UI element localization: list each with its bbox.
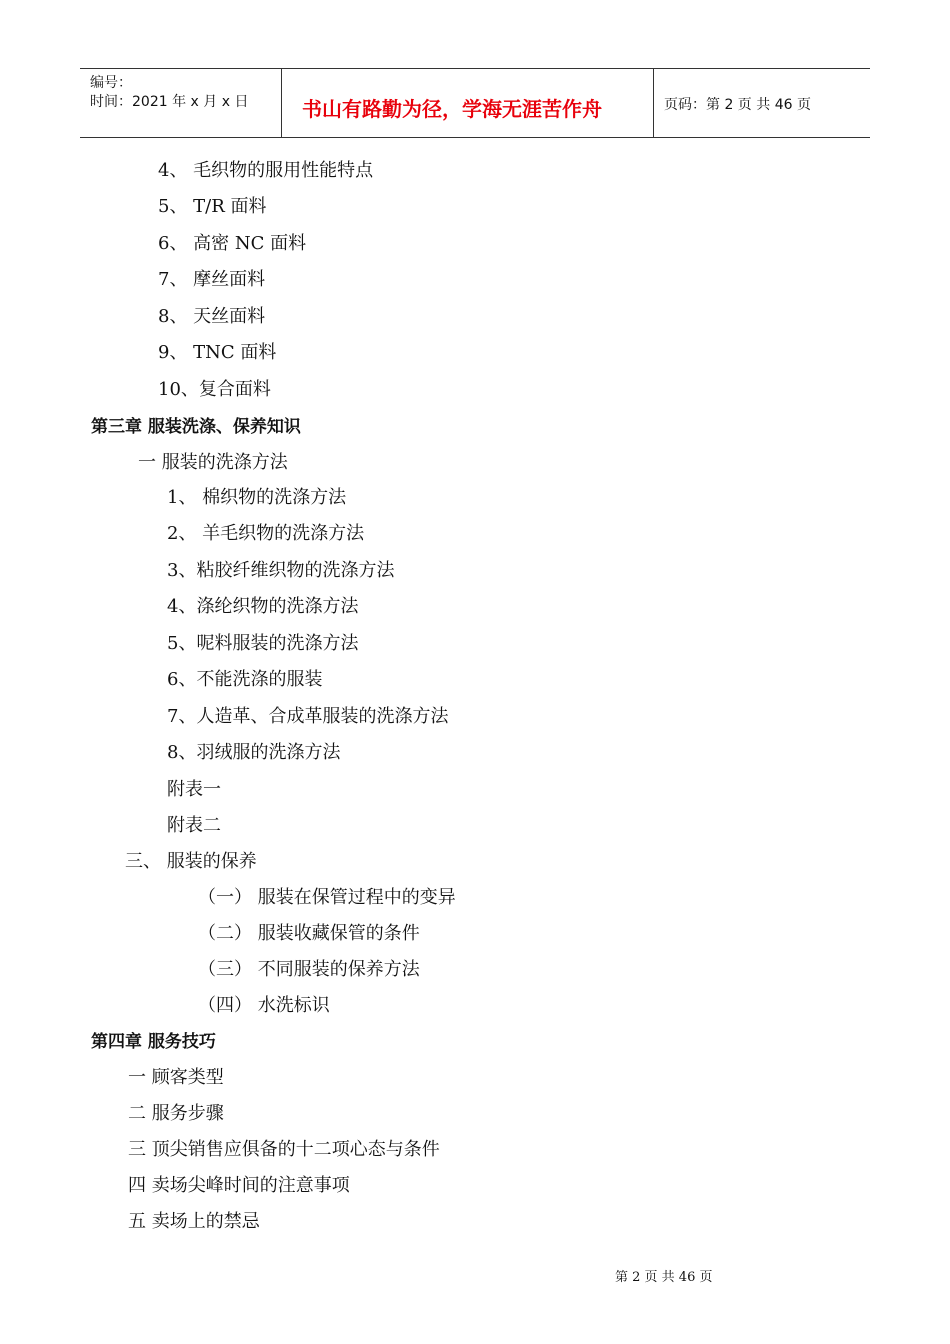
toc-line: 附表二: [167, 815, 221, 836]
toc-line: 五 卖场上的禁忌: [128, 1211, 260, 1232]
section-heading: 一 服装的洗涤方法: [138, 452, 288, 473]
header-page-cell: [654, 69, 870, 137]
toc-line: 三 顶尖销售应俱备的十二项心态与条件: [128, 1139, 440, 1160]
toc-line: 8、 天丝面料: [158, 306, 266, 327]
toc-line: 4、 毛织物的服用性能特点: [158, 160, 374, 181]
toc-line: 二 服务步骤: [128, 1103, 224, 1124]
toc-line: 6、不能洗涤的服装: [167, 669, 323, 690]
chapter-heading: 第四章 服务技巧: [91, 1032, 216, 1052]
toc-line: 9、 TNC 面料: [158, 342, 277, 363]
toc-line: （二） 服装收藏保管的条件: [198, 923, 420, 944]
number-label: 编号：: [90, 75, 132, 91]
toc-line: 3、粘胶纤维织物的洗涤方法: [167, 560, 395, 581]
toc-line: （四） 水洗标识: [198, 995, 330, 1016]
toc-line: 1、 棉织物的洗涤方法: [167, 487, 347, 508]
page-footer: 第 2 页 共 46 页: [615, 1270, 713, 1285]
toc-line: 2、 羊毛织物的洗涤方法: [167, 523, 365, 544]
section-heading: 三、 服装的保养: [125, 851, 257, 872]
toc-line: 一 顾客类型: [128, 1067, 224, 1088]
toc-line: 10、复合面料: [158, 379, 271, 400]
page-label: 页码：第 2 页 共 46 页: [664, 97, 811, 113]
toc-line: 5、呢料服装的洗涤方法: [167, 633, 359, 654]
toc-line: （三） 不同服装的保养方法: [198, 959, 420, 980]
chapter-heading: 第三章 服装洗涤、保养知识: [91, 417, 301, 437]
toc-line: 5、 T/R 面料: [158, 196, 267, 217]
toc-line: 7、 摩丝面料: [158, 269, 266, 290]
toc-line: （一） 服装在保管过程中的变异: [198, 887, 456, 908]
header-motto-cell: [282, 69, 654, 137]
toc-line: 7、人造革、合成革服装的洗涤方法: [167, 706, 449, 727]
toc-line: 6、 高密 NC 面料: [158, 233, 307, 254]
toc-line: 四 卖场尖峰时间的注意事项: [128, 1175, 350, 1196]
motto: 书山有路勤为径，学海无涯苦作舟: [302, 97, 602, 121]
header-info-cell: [80, 69, 282, 137]
page-header: [80, 68, 870, 138]
toc-line: 4、涤纶织物的洗涤方法: [167, 596, 359, 617]
toc-line: 附表一: [167, 779, 221, 800]
time-label: 时间：2021 年 x 月 x 日: [90, 94, 249, 110]
toc-line: 8、羽绒服的洗涤方法: [167, 742, 341, 763]
